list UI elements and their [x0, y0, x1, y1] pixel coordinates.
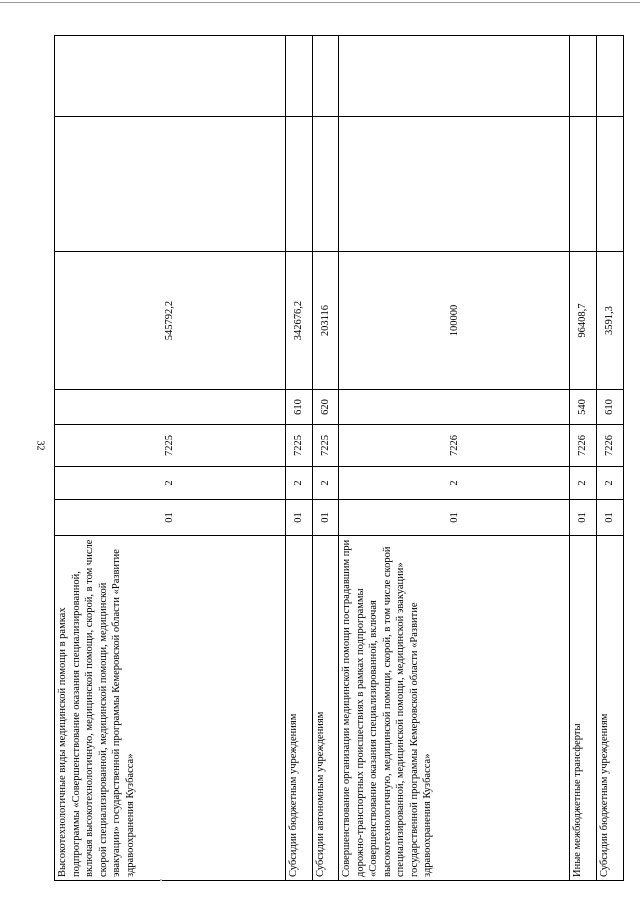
- row-empty-cell: [597, 36, 624, 117]
- budget-table: [54, 35, 624, 881]
- budget-table-area: [54, 36, 624, 881]
- row-code-1: 01: [55, 500, 286, 536]
- row-empty-cell: [570, 36, 597, 117]
- page-number: 32: [34, 440, 46, 451]
- row-name: Совершенствование организации медицинской помощи пострадавшим при дорожно-транспортных происшествиях в рамках подпрограммы «Совершенствование оказания специализированной, включая высокотехнологичную, медицинской помощи, скорой, в том числе скорой специализированной, медицинской помощи, медицинской эвакуации» государственной программы Кемеровской области «Развитие здравоохранения Кузбасса»: [339, 536, 570, 881]
- scan-speck: [160, 879, 162, 881]
- table-row: [285, 36, 312, 881]
- table-row: [312, 36, 339, 881]
- row-amount: 100000: [339, 252, 570, 390]
- row-code-2: 2: [55, 467, 286, 500]
- table-row: [570, 36, 597, 881]
- row-empty-cell: [312, 36, 339, 117]
- rotated-table-wrapper: [54, 36, 624, 881]
- table-row: [597, 36, 624, 881]
- row-name: Субсидии автономным учреждениям: [312, 536, 339, 881]
- row-code-4: 610: [285, 390, 312, 425]
- row-code-1: 01: [285, 500, 312, 536]
- row-empty-cell: [597, 117, 624, 252]
- row-code-3: 7225: [285, 425, 312, 467]
- row-name: Высокотехнологичные виды медицинской помощи в рамках подпрограммы «Совершенствование оказания специализированной, включая высокотехнологичную, медицинской помощи, скорой, в том числе скорой специализированной, медицинской помощи, медицинской эвакуации» государственной программы Кемеровской области «Развитие здравоохранения Кузбасса»: [55, 536, 286, 881]
- row-code-4: [339, 390, 570, 425]
- row-empty-cell: [570, 117, 597, 252]
- row-code-1: 01: [597, 500, 624, 536]
- row-name: Иные межбюджетные трансферты: [570, 536, 597, 881]
- row-code-1: 01: [339, 500, 570, 536]
- row-code-4: 610: [597, 390, 624, 425]
- row-empty-cell: [285, 36, 312, 117]
- row-code-4: [55, 390, 286, 425]
- row-code-4: 620: [312, 390, 339, 425]
- row-code-3: 7225: [312, 425, 339, 467]
- row-name: Субсидии бюджетным учреждениям: [285, 536, 312, 881]
- row-code-2: 2: [312, 467, 339, 500]
- row-amount: 545792,2: [55, 252, 286, 390]
- row-amount: 342676,2: [285, 252, 312, 390]
- row-empty-cell: [285, 117, 312, 252]
- row-code-2: 2: [339, 467, 570, 500]
- row-code-2: 2: [570, 467, 597, 500]
- row-code-3: 7226: [597, 425, 624, 467]
- row-code-1: 01: [570, 500, 597, 536]
- row-empty-cell: [312, 117, 339, 252]
- table-row: [55, 36, 286, 881]
- table-row: [339, 36, 570, 881]
- row-amount: 96408,7: [570, 252, 597, 390]
- row-code-3: 7226: [339, 425, 570, 467]
- row-empty-cell: [339, 117, 570, 252]
- row-code-2: 2: [285, 467, 312, 500]
- row-empty-cell: [55, 117, 286, 252]
- row-code-1: 01: [312, 500, 339, 536]
- row-empty-cell: [339, 36, 570, 117]
- scan-top-line: [0, 2, 640, 3]
- row-name: Субсидии бюджетным учреждениям: [597, 536, 624, 881]
- row-code-3: 7225: [55, 425, 286, 467]
- row-empty-cell: [55, 36, 286, 117]
- row-amount: 203116: [312, 252, 339, 390]
- row-code-2: 2: [597, 467, 624, 500]
- row-code-4: 540: [570, 390, 597, 425]
- row-code-3: 7226: [570, 425, 597, 467]
- row-amount: 3591,3: [597, 252, 624, 390]
